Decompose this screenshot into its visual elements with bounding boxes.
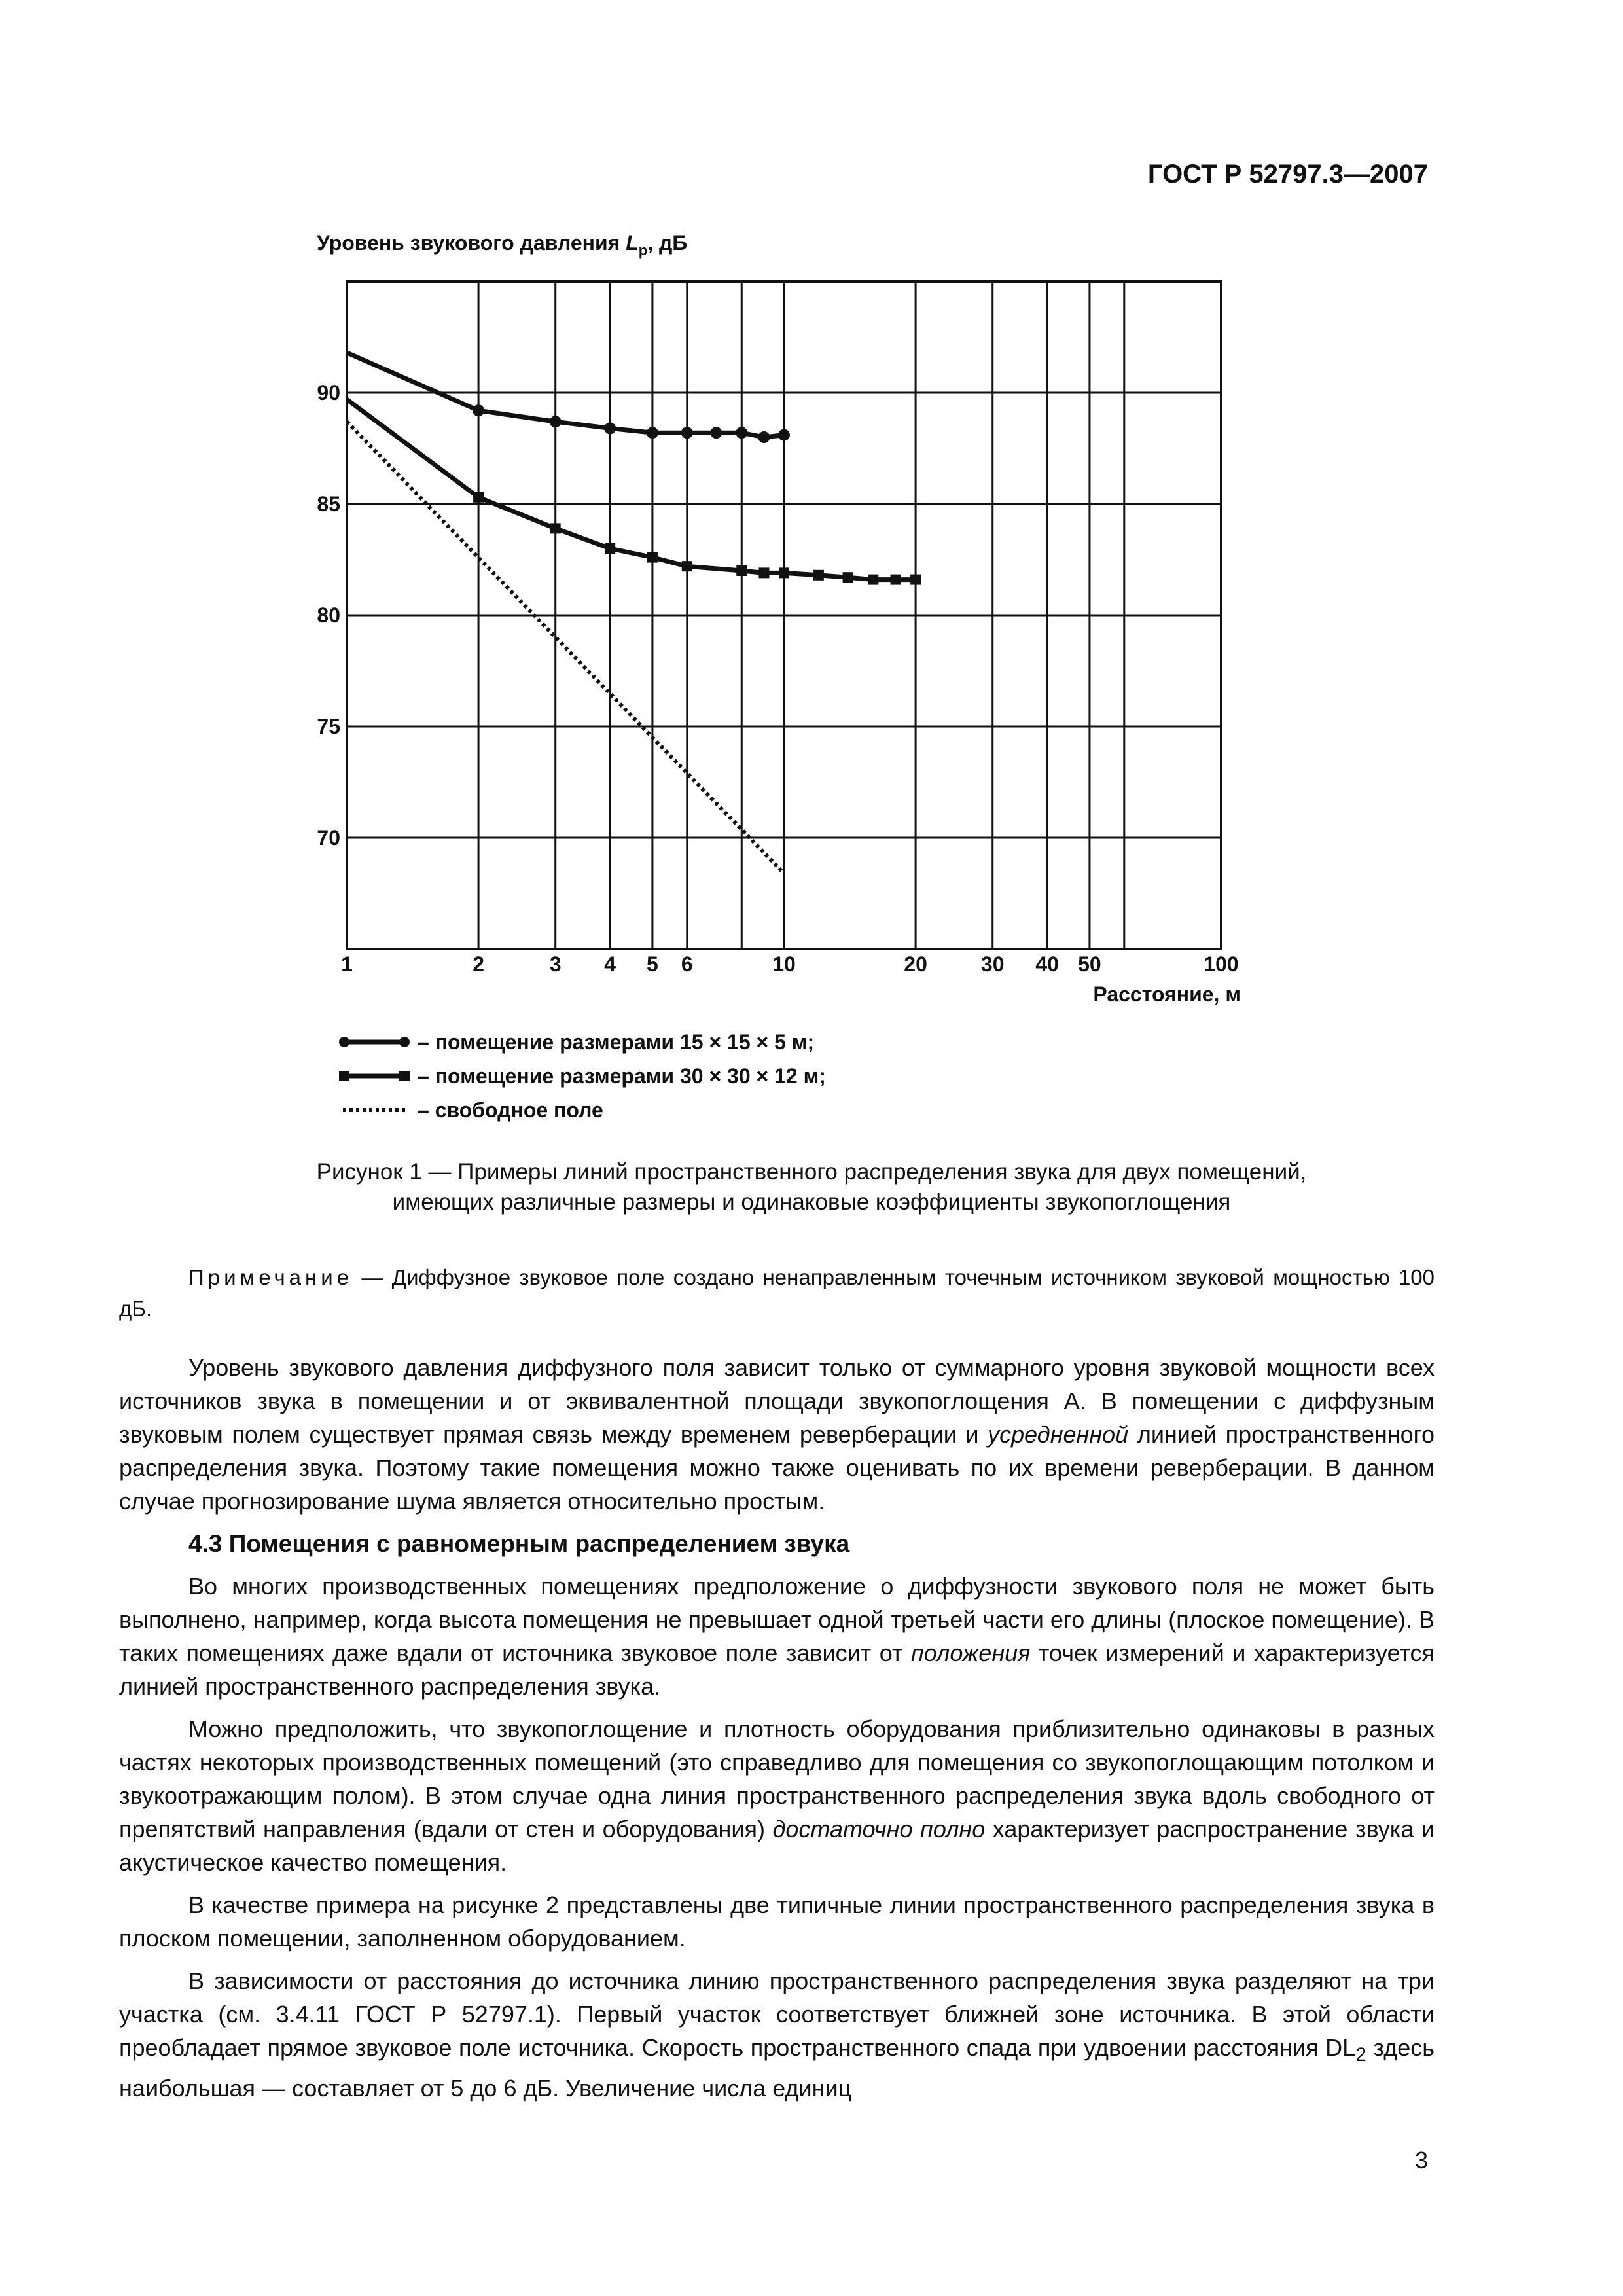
figure-caption-line1: Рисунок 1 — Примеры линий пространственного распределения звука для двух помещений, [316,1159,1307,1185]
figure-caption [0,1157,1623,1217]
paragraph-example: В качестве примера на рисунке 2 представлены две типичные линии пространственного распределения звука в плоском помещении, заполненном оборудованием. [119,1892,1435,1952]
series-2-point [682,561,692,571]
legend-marker-1 [339,1037,349,1047]
y-tick-label: 85 [317,492,340,516]
series-2-point [736,565,747,576]
y-tick-label: 90 [317,381,340,404]
x-tick-label: 6 [681,952,693,976]
series-line-3 [347,422,784,873]
x-tick-label: 10 [772,952,796,976]
x-tick-label: 4 [604,952,616,976]
note-label: Примечание [188,1265,353,1289]
x-tick-label: 40 [1035,952,1059,976]
x-tick-label: 1 [341,952,353,976]
series-2-point [910,575,921,585]
x-tick-label: 20 [904,952,927,976]
series-1-point [647,427,658,439]
legend-marker-1 [399,1037,410,1047]
series-2-point [868,575,878,585]
series-2-point [813,570,824,581]
series-1-point [736,427,747,439]
paragraph-diffuse-field: Уровень звукового давления диффузного поля зависит только от суммарного уровня звуковой мощности всех источников звука в помещении и от эквивалентной площади звукопоглощения A. В помещении с диффузным звуковым полем существует прямая связь между временем реверберации и усредненной линией пространственного распределения звука. Поэтому такие помещения можно также оценивать по их времени реверберации. В данном случае прогнозирование шума является относительно простым. [119,1354,1435,1515]
series-1-point [758,431,770,443]
x-axis-label: Расстояние, м [1093,982,1241,1006]
y-axis-label: Уровень звукового давления $L_p$, дБ [317,231,688,259]
paragraph-uniform-rooms: Во многих производственных помещениях предположение о диффузности звукового поля не может быть выполнено, например, когда высота помещения не превышает одной третьей части его длины (плоское помещение). В таких помещениях даже вдали от источника звуковое поле зависит от положения точек измерений и характеризуется линией пространственного распределения звука. [119,1573,1435,1700]
body-text [119,1262,1435,2114]
series-1-point [604,422,616,434]
series-2-point [473,492,484,503]
section-heading-4-3: 4.3 Помещения с равномерным распределением звука [188,1530,850,1557]
series-2-point [647,552,658,563]
series-1-point [681,427,693,439]
series-1-point [473,404,484,416]
note-text: — Диффузное звуковое поле создано ненаправленным точечным источником звуковой мощностью 100 дБ. [119,1265,1435,1321]
legend-label-2: – помещение размерами 30 × 30 × 12 м; [418,1064,826,1088]
series-line-2 [347,399,916,579]
legend-marker-2 [399,1071,410,1081]
series-2-point [779,567,789,578]
legend-label-1: – помещение размерами 15 × 15 × 5 м; [418,1030,815,1054]
page-number: 3 [1414,2147,1428,2174]
series-line-1 [347,353,784,437]
legend-label-3: – свободное поле [418,1098,603,1122]
x-tick-label: 2 [473,952,484,976]
x-tick-label: 5 [647,952,658,976]
chart-series [347,353,921,874]
chart-ticks [317,381,1238,976]
paragraph-absorption: Можно предположить, что звукопоглощение и плотность оборудования приблизительно одинаковы в разных частях некоторых производственных помещений (это справедливо для помещения со звукопоглощающим потолком и звукоотражающим полом). В этом случае одна линия пространственного распределения звука вдоль свободного от препятствий направления (вдали от стен и оборудования) достаточно полно характеризует распространение звука и акустическое качество помещения. [119,1715,1435,1876]
chart-legend [339,1030,826,1122]
note-paragraph [119,1262,1435,1325]
series-1-point [778,429,790,441]
series-2-point [605,543,615,554]
series-2-point [550,523,561,533]
x-tick-label: 100 [1204,952,1239,976]
y-tick-label: 70 [317,826,340,850]
sound-distribution-chart [0,0,1623,1139]
figure-caption-line2: имеющих различные размеры и одинаковые коэффициенты звукопоглощения [392,1189,1231,1215]
document-id-header: ГОСТ Р 52797.3—2007 [1147,160,1428,188]
x-tick-label: 3 [549,952,562,976]
legend-marker-2 [339,1071,349,1081]
paragraph-zones: В зависимости от расстояния до источника линию пространственного распределения звука разделяют на три участка (см. 3.4.11 ГОСТ Р 52797.1). Первый участок соответствует ближней зоне источника. В этой области преобладает прямое звуковое поле источника. Скорость пространственного спада при удвоении расстояния $DL_2$ здесь наибольшая — составляет от 5 до 6 дБ. Увеличение числа единиц [119,1967,1435,2102]
x-tick-label: 50 [1078,952,1101,976]
series-1-point [711,427,722,439]
y-tick-label: 80 [317,603,340,627]
chart-grid [347,281,1221,949]
series-2-point [843,572,853,583]
x-tick-label: 30 [980,952,1005,976]
series-2-point [758,567,769,578]
y-tick-label: 75 [317,715,340,738]
series-1-point [550,416,562,427]
series-2-point [891,575,901,585]
